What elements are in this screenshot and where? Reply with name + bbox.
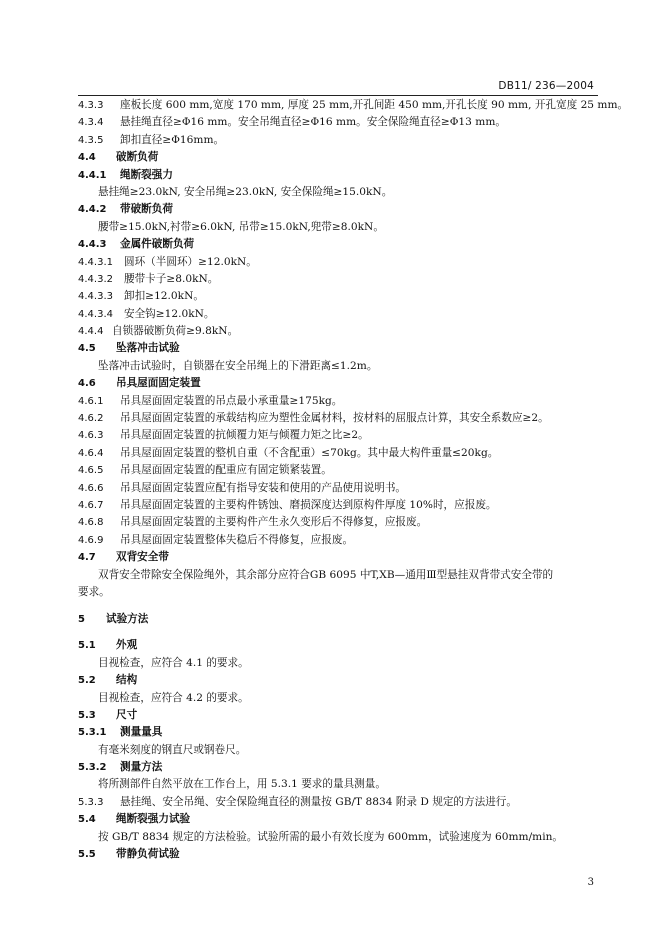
- clause-number: 4.4.3.2: [78, 273, 113, 285]
- clause-number: 4.6.6: [78, 482, 104, 494]
- clause-number: 4.4.1: [78, 169, 107, 181]
- clause-text: 腰带卡子≥8.0kN。: [124, 272, 219, 285]
- clause-text: 吊具屋面固定装置整体失稳后不得修复，应报废。: [120, 533, 354, 546]
- clause-text: 悬挂绳直径≥Φ16 mm。安全吊绳直径≥Φ16 mm。安全保险绳直径≥Φ13 mm。: [120, 116, 506, 129]
- clause-text: 破断负荷: [116, 151, 159, 164]
- clause-number: 4.4.3.4: [78, 308, 113, 320]
- clause-number: 4.6.5: [78, 465, 104, 477]
- clause-text: 圆环（半圆环）≥12.0kN。: [124, 255, 257, 268]
- clause-number: 4.3.5: [78, 134, 104, 146]
- clause-heading: [78, 201, 598, 218]
- clause-line: [78, 306, 598, 323]
- clause-number: 4.4.2: [78, 204, 107, 216]
- clause-text: 安全钩≥12.0kN。: [124, 307, 215, 320]
- clause-line: [78, 254, 598, 271]
- clause-heading: [78, 811, 598, 828]
- clause-line: [78, 410, 598, 427]
- clause-text: 外观: [116, 639, 138, 652]
- clause-number: 4.6: [78, 378, 96, 390]
- clause-number: 4.6.2: [78, 413, 104, 425]
- document-code-header: DB11/ 236—2004: [498, 80, 594, 92]
- clause-heading: [78, 609, 598, 629]
- clause-text: 测量量具: [120, 726, 163, 739]
- clause-number: 4.3.3: [78, 100, 104, 111]
- clause-text: 测量方法: [120, 761, 163, 774]
- clause-heading: [78, 637, 598, 654]
- clause-text: 吊具屋面固定装置: [116, 377, 201, 390]
- clause-text: 吊具屋面固定装置的主要构件锈蚀、磨损深度达到原构件厚度 10%时，应报废。: [120, 498, 497, 511]
- clause-text: 带破断负荷: [120, 203, 173, 216]
- clause-text: 吊具屋面固定装置的配重应有固定锁紧装置。: [120, 464, 332, 477]
- clause-number: 5.2: [78, 675, 96, 687]
- clause-text: 吊具屋面固定装置的吊点最小承重量≥175kg。: [120, 394, 343, 407]
- clause-line: [78, 184, 598, 201]
- clause-number: 4.6.4: [78, 447, 104, 459]
- clause-line: [78, 480, 598, 497]
- clause-number: 4.3.4: [78, 117, 104, 129]
- clause-text: 绳断裂强力试验: [116, 813, 191, 826]
- clause-text: 自锁器破断负荷≥9.8kN。: [112, 325, 239, 338]
- clause-heading: [78, 846, 598, 863]
- clause-number: 5.3.3: [78, 796, 104, 808]
- clause-heading: [78, 236, 598, 253]
- clause-text: 绳断裂强力: [120, 168, 173, 181]
- clause-text: 结构: [116, 674, 138, 687]
- clause-heading: [78, 707, 598, 724]
- clause-text: 吊具屋面固定装置的整机自重（不含配重）≤70kg。其中最大构件重量≤20kg。: [120, 446, 499, 459]
- clause-text: 金属件破断负荷: [120, 238, 195, 251]
- clause-number: 5.3.2: [78, 762, 107, 774]
- clause-line: [78, 655, 598, 672]
- clause-line: [78, 567, 598, 584]
- clause-line: [78, 462, 598, 479]
- clause-number: 4.6.8: [78, 517, 104, 529]
- clause-text: 坠落冲击试验时，自锁器在安全吊绳上的下滑距离≤1.2m。: [98, 359, 378, 372]
- clause-number: 5: [78, 614, 85, 626]
- clause-heading: [78, 375, 598, 392]
- clause-line: [78, 514, 598, 531]
- clause-heading: [78, 149, 598, 166]
- clause-line: [78, 132, 598, 149]
- clause-text: 吊具屋面固定装置应配有指导安装和使用的产品使用说明书。: [120, 481, 407, 494]
- page-number: 3: [587, 877, 594, 888]
- clause-heading: [78, 549, 598, 566]
- clause-line: [78, 219, 598, 236]
- clause-line: [78, 742, 598, 759]
- clause-number: 4.4.4: [78, 326, 104, 338]
- clause-heading: [78, 340, 598, 357]
- clause-text: 带静负荷试验: [116, 848, 180, 861]
- clause-text: 悬挂绳、安全吊绳、安全保险绳直径的测量按 GB/T 8834 附录 D 规定的方法进行。: [120, 795, 517, 808]
- clause-line: [78, 358, 598, 375]
- header-rule: [78, 95, 598, 96]
- section-gap: [78, 629, 598, 637]
- clause-line: [78, 445, 598, 462]
- clause-text: 双背安全带: [116, 551, 169, 564]
- clause-line: [78, 776, 598, 793]
- clause-number: 4.6.1: [78, 395, 104, 407]
- clause-line: [78, 114, 598, 131]
- clause-number: 4.7: [78, 552, 96, 564]
- section-gap: [78, 601, 598, 609]
- clause-line: [78, 427, 598, 444]
- clause-text: 试验方法: [106, 613, 149, 626]
- clause-line: [78, 497, 598, 514]
- clause-heading: [78, 672, 598, 689]
- clause-number: 5.5: [78, 849, 96, 861]
- clause-line: [78, 393, 598, 410]
- clause-line: [78, 288, 598, 305]
- clause-text: 有毫米刻度的钢直尺或钢卷尺。: [98, 743, 247, 756]
- clause-line: [78, 97, 629, 114]
- document-body: [78, 97, 629, 863]
- clause-text: 将所测部件自然平放在工作台上，用 5.3.1 要求的量具测量。: [98, 778, 386, 791]
- clause-text: 吊具屋面固定装置的承载结构应为塑性金属材料，按材料的屈服点计算，其安全系数应≥2。: [120, 412, 549, 425]
- clause-text: 按 GB/T 8834 规定的方法检验。试验所需的最小有效长度为 600mm，试验速度为 60mm/min。: [98, 830, 564, 843]
- clause-text: 尺寸: [116, 708, 138, 721]
- clause-text: 双背安全带除安全保险绳外，其余部分应符合GB 6095 中T,XB—通用Ⅲ型悬挂双背带式安全带的: [98, 568, 554, 581]
- clause-number: 4.4.3: [78, 239, 107, 251]
- clause-line: [78, 584, 598, 601]
- clause-number: 5.4: [78, 814, 96, 826]
- clause-text: 目视检查，应符合 4.1 的要求。: [98, 656, 249, 669]
- clause-text: 坠落冲击试验: [116, 342, 180, 355]
- clause-number: 4.4.3.1: [78, 256, 113, 268]
- clause-number: 5.1: [78, 640, 96, 652]
- clause-text: 悬挂绳≥23.0kN, 安全吊绳≥23.0kN, 安全保险绳≥15.0kN。: [98, 185, 393, 198]
- clause-number: 4.4.3.3: [78, 291, 113, 303]
- clause-text: 吊具屋面固定装置的主要构件产生永久变形后不得修复，应报废。: [120, 516, 428, 529]
- clause-heading: [78, 167, 598, 184]
- clause-text: 卸扣直径≥Φ16mm。: [120, 133, 225, 146]
- clause-line: [78, 532, 598, 549]
- clause-line: [78, 690, 598, 707]
- clause-number: 5.3: [78, 709, 96, 721]
- clause-text: 腰带≥15.0kN,衬带≥6.0kN, 吊带≥15.0kN,兜带≥8.0kN。: [98, 220, 384, 233]
- clause-heading: [78, 724, 598, 741]
- clause-text: 卸扣≥12.0kN。: [124, 290, 204, 303]
- clause-text: 吊具屋面固定装置的抗倾覆力矩与倾覆力矩之比≥2。: [120, 429, 369, 442]
- clause-line: [78, 829, 598, 846]
- clause-text: 目视检查，应符合 4.2 的要求。: [98, 691, 249, 704]
- clause-number: 4.6.9: [78, 534, 104, 546]
- clause-line: [78, 271, 598, 288]
- clause-heading: [78, 759, 598, 776]
- clause-number: 5.3.1: [78, 727, 107, 739]
- clause-number: 4.5: [78, 343, 96, 355]
- clause-number: 4.4: [78, 152, 96, 164]
- clause-text: 要求。: [78, 585, 110, 598]
- clause-line: [78, 323, 598, 340]
- clause-text: 座板长度 600 mm,宽度 170 mm, 厚度 25 mm,开孔间距 450 mm,开孔长度 90 mm, 开孔宽度 25 mm。: [120, 99, 629, 111]
- clause-line: [78, 794, 598, 811]
- clause-number: 4.6.7: [78, 499, 104, 511]
- clause-number: 4.6.3: [78, 430, 104, 442]
